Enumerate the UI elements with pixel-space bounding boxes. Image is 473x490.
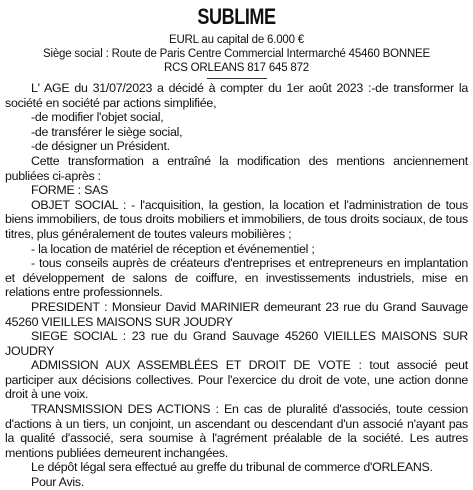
paragraph-transformation: Cette transformation a entraîné la modification des mentions anciennement publiées ci-après : [5,153,468,183]
rcs-line: RCS ORLEANS 817 645 872 [164,62,309,74]
registered-office-line: Siège social : Route de Paris Centre Commercial Intermarché 45460 BONNEE [43,48,430,60]
paragraph-pour-avis: Pour Avis. [31,475,85,490]
paragraph-forme: FORME : SAS [31,183,109,198]
paragraph-transfer-office: -de transférer le siège social, [31,124,183,139]
header-divider [207,78,267,79]
paragraph-modify-object: -de modifier l'objet social, [31,110,164,125]
company-name: SUBLIME [197,4,276,29]
paragraph-location-materiel: - la location de matériel de réception et événementiel ; [31,241,315,256]
paragraph-objet-social: OBJET SOCIAL : - l'acquisition, la gestion, la location et l'administration de tous biens immobiliers, de tous droits mobiliers et immobiliers, de tous droits sociaux, de tous titres, plus généralement de toutes valeurs mobilières ; [5,197,468,241]
paragraph-admission: ADMISSION AUX ASSEMBLÉES ET DROIT DE VOTE : tout associé peut participer aux décisions collectives. Pour l'exercice du droit de vote, une action donne droit à une voix. [5,358,468,402]
paragraph-president: PRESIDENT : Monsieur David MARINIER demeurant 23 rue du Grand Sauvage 45260 VIEILLES MAISONS SUR JOUDRY [5,299,468,329]
paragraph-conseils: - tous conseils auprès de créateurs d'entreprises et entrepreneurs en implantation et développement de salons de coiffure, en investissements industriels, mise en relations entre professionnels. [5,256,468,300]
paragraph-siege-social: SIEGE SOCIAL : 23 rue du Grand Sauvage 45260 VIEILLES MAISONS SUR JOUDRY [5,329,468,358]
paragraph-appoint-president: -de désigner un Président. [31,139,170,154]
paragraph-depot-legal: Le dépôt légal sera effectué au greffe du tribunal de commerce d'ORLEANS. [31,460,433,475]
paragraph-age-decision: L' AGE du 31/07/2023 a décidé à compter du 1er août 2023 :-de transformer la société en société par actions simplifiée, [5,81,468,110]
notice-body [5,81,468,490]
capital-line: EURL au capital de 6.000 € [168,34,305,46]
paragraph-transmission: TRANSMISSION DES ACTIONS : En cas de pluralité d'associés, toute cession d'actions à un tiers, un conjoint, un ascendant ou descendant d'un associé n'ayant pas la qualité d'associé, sera soumise à l'agrément préalable de la société. Les autres mentions publiées demeurent inchangées. [5,402,468,460]
